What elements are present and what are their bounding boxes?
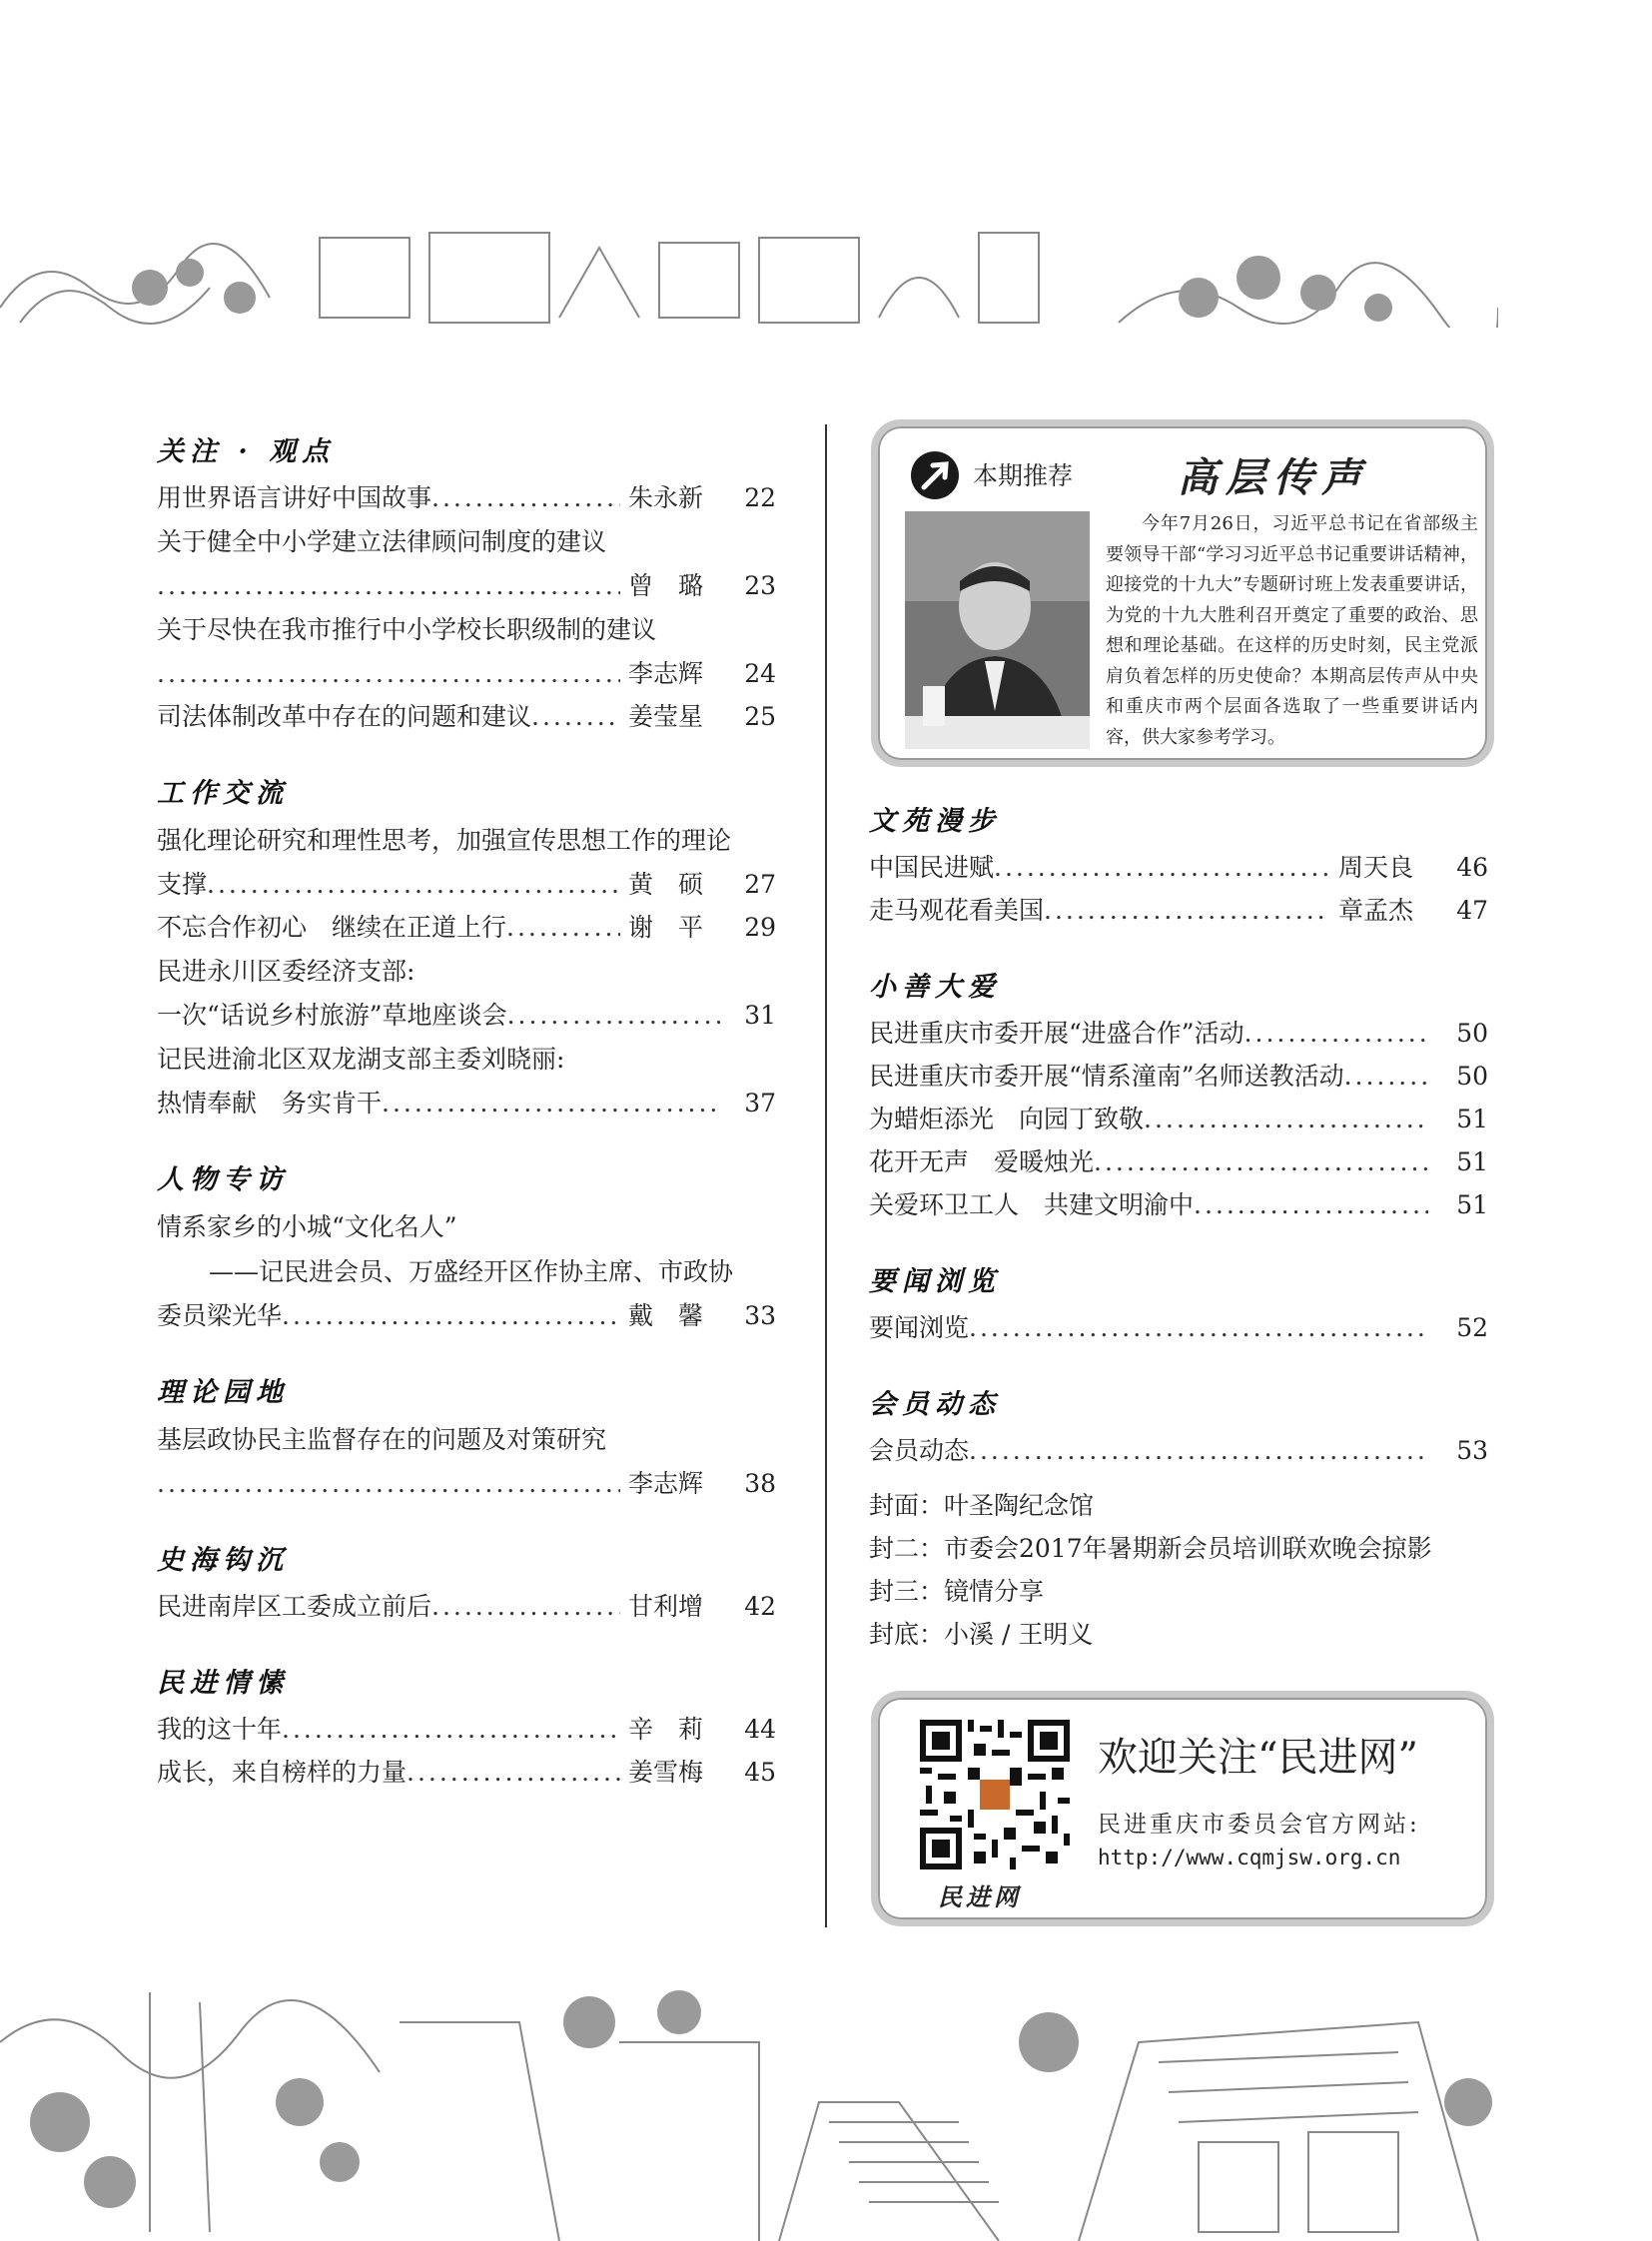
section-title: 工作交流 bbox=[157, 778, 289, 809]
cover-credit: 封三：镜情分享 bbox=[869, 1577, 1045, 1606]
site-label: 民进重庆市委员会官方网站: bbox=[1098, 1812, 1420, 1838]
featured-title: 高层传声 bbox=[1178, 454, 1369, 501]
dot-leader bbox=[969, 1306, 1428, 1349]
toc-title-line[interactable]: 民进永川区委经济支部: bbox=[157, 957, 415, 986]
toc-entry-title: 委员梁光华 bbox=[157, 1301, 283, 1330]
toc-entry[interactable] bbox=[869, 1306, 1488, 1349]
toc-entry-author: 周天良 bbox=[1338, 853, 1414, 882]
dot-leader bbox=[1244, 1012, 1428, 1055]
cover-credit: 封二：市委会2017年暑期新会员培训联欢晚会掠影 bbox=[869, 1534, 1432, 1563]
toc-entry-title: 用世界语言讲好中国故事 bbox=[157, 483, 432, 512]
toc-entry[interactable] bbox=[869, 1012, 1488, 1055]
toc-entry[interactable] bbox=[157, 564, 776, 607]
toc-entry[interactable] bbox=[157, 1708, 776, 1751]
toc-title-line[interactable]: 基层政协民主监督存在的问题及对策研究 bbox=[157, 1425, 607, 1454]
toc-section bbox=[157, 1162, 776, 1337]
dot-leader bbox=[1194, 1183, 1428, 1226]
toc-entry-page: 51 bbox=[1456, 1105, 1488, 1133]
toc-entry-page: 50 bbox=[1456, 1062, 1488, 1091]
arrow-icon bbox=[911, 451, 959, 499]
toc-entry-page: 44 bbox=[744, 1715, 776, 1744]
toc-entry-author: 姜雪梅 bbox=[628, 1758, 704, 1787]
toc-section bbox=[869, 1387, 1488, 1472]
section-title: 史海钩沉 bbox=[157, 1545, 289, 1576]
toc-entry-author: 甘利增 bbox=[628, 1592, 704, 1621]
dot-leader bbox=[431, 1585, 620, 1628]
toc-entry-title: 民进重庆市委开展“进盛合作”活动 bbox=[869, 1019, 1244, 1048]
toc-entry-page: 51 bbox=[1456, 1190, 1488, 1219]
section-title: 文苑漫步 bbox=[869, 806, 1001, 837]
section-title: 要闻浏览 bbox=[869, 1266, 1001, 1297]
toc-entry-page: 27 bbox=[744, 870, 776, 899]
toc-entry-author: 辛 莉 bbox=[628, 1715, 704, 1744]
dot-leader bbox=[1044, 889, 1330, 932]
toc-entry-page: 37 bbox=[744, 1089, 776, 1118]
toc-section bbox=[157, 1543, 776, 1628]
section-title: 人物专访 bbox=[157, 1164, 289, 1195]
toc-section bbox=[157, 1375, 776, 1505]
dot-leader bbox=[157, 1462, 620, 1505]
dot-leader bbox=[157, 564, 620, 607]
dot-leader bbox=[282, 1294, 620, 1337]
toc-title-line[interactable]: 记民进渝北区双龙湖支部主委刘晓丽: bbox=[157, 1045, 565, 1074]
toc-entry-title: 民进南岸区工委成立前后 bbox=[157, 1592, 432, 1621]
dot-leader bbox=[431, 476, 620, 519]
toc-entry-author: 黄 硕 bbox=[628, 870, 704, 899]
toc-entry-page: 29 bbox=[744, 913, 776, 942]
dot-leader bbox=[407, 1751, 620, 1794]
dot-leader bbox=[1344, 1055, 1428, 1098]
dot-leader bbox=[994, 846, 1330, 889]
dot-leader bbox=[1094, 1140, 1428, 1183]
toc-section bbox=[157, 434, 776, 738]
toc-entry-author: 李志辉 bbox=[628, 1469, 704, 1498]
dot-leader bbox=[282, 1708, 620, 1751]
welcome-heading: 欢迎关注“民进网” bbox=[1098, 1735, 1418, 1781]
section-title: 理论园地 bbox=[157, 1377, 289, 1408]
dot-leader bbox=[1144, 1098, 1428, 1140]
dot-leader bbox=[157, 652, 620, 695]
featured-box bbox=[871, 419, 1494, 767]
cover-credit: 封底：小溪 / 王明义 bbox=[869, 1620, 1094, 1649]
toc-entry-page: 50 bbox=[1456, 1019, 1488, 1048]
toc-entry-author: 谢 平 bbox=[628, 913, 704, 942]
toc-title-line[interactable]: 强化理论研究和理性思考，加强宣传思想工作的理论 bbox=[157, 826, 732, 855]
toc-section bbox=[869, 970, 1488, 1226]
toc-entry-page: 53 bbox=[1456, 1436, 1488, 1465]
toc-entry-title: 成长，来自榜样的力量 bbox=[157, 1758, 408, 1787]
toc-entry[interactable] bbox=[157, 1462, 776, 1505]
toc-entry[interactable] bbox=[157, 1751, 776, 1794]
toc-entry[interactable] bbox=[157, 906, 776, 949]
toc-entry-title: 不忘合作初心 继续在正道上行 bbox=[157, 913, 507, 942]
toc-entry-title: 热情奉献 务实肯干 bbox=[157, 1089, 383, 1118]
toc-entry[interactable] bbox=[869, 1429, 1488, 1472]
qr-code-icon bbox=[920, 1720, 1070, 1869]
toc-entry-author: 章孟杰 bbox=[1338, 896, 1414, 925]
toc-section bbox=[869, 804, 1488, 932]
cover-credits bbox=[869, 1484, 1432, 1656]
featured-description: 今年7月26日，习近平总书记在省部级主要领导干部“学习习近平总书记重要讲话精神，迎接党的十九大”专题研讨班上发表重要讲话，为党的十九大胜利召开奠定了重要的政治、思想和理论基础。在这样的历史时刻，民主党派肩负着怎样的历史使命？本期高层传声从中央和重庆市两个层面各选取了一些重要讲话内容，供大家参考学习。 bbox=[1106, 513, 1478, 748]
toc-entry-title: 花开无声 爱暖烛光 bbox=[869, 1147, 1095, 1176]
toc-entry[interactable] bbox=[157, 1585, 776, 1628]
toc-section bbox=[869, 1264, 1488, 1349]
toc-entry-page: 47 bbox=[1456, 896, 1488, 925]
dot-leader bbox=[382, 1082, 720, 1124]
toc-entry-title: 关爱环卫工人 共建文明渝中 bbox=[869, 1190, 1195, 1219]
section-title: 会员动态 bbox=[869, 1389, 1001, 1420]
dot-leader bbox=[531, 695, 620, 738]
toc-entry-page: 23 bbox=[744, 571, 776, 600]
toc-entry[interactable] bbox=[157, 1294, 776, 1337]
toc-entry-title: 会员动态 bbox=[869, 1436, 970, 1465]
toc-entry-page: 25 bbox=[744, 702, 776, 731]
toc-entry[interactable] bbox=[869, 1183, 1488, 1226]
toc-entry-page: 51 bbox=[1456, 1147, 1488, 1176]
top-decorative-band bbox=[0, 228, 1498, 328]
toc-entry-author: 曾 璐 bbox=[628, 571, 704, 600]
toc-entry[interactable] bbox=[869, 1140, 1488, 1183]
toc-entry-page: 24 bbox=[744, 659, 776, 688]
toc-entry-title: 为蜡炬添光 向园丁致敬 bbox=[869, 1105, 1145, 1133]
toc-entry-page: 45 bbox=[744, 1758, 776, 1787]
toc-entry-page: 52 bbox=[1456, 1313, 1488, 1342]
cover-credit: 封面：叶圣陶纪念馆 bbox=[869, 1491, 1095, 1520]
toc-entry-author: 戴 馨 bbox=[628, 1301, 704, 1330]
site-url-link[interactable]: http://www.cqmjsw.org.cn bbox=[1098, 1846, 1401, 1869]
toc-entry-page: 22 bbox=[744, 483, 776, 512]
dot-leader bbox=[207, 863, 620, 906]
toc-entry-title: 司法体制改革中存在的问题和建议 bbox=[157, 702, 532, 731]
qr-box bbox=[871, 1691, 1494, 1926]
toc-title-line[interactable]: 关于健全中小学建立法律顾问制度的建议 bbox=[157, 527, 607, 556]
bottom-decorative-band bbox=[0, 1982, 1498, 2241]
toc-entry[interactable] bbox=[869, 1098, 1488, 1140]
toc-entry-page: 46 bbox=[1456, 853, 1488, 882]
featured-badge-label: 本期推荐 bbox=[973, 462, 1074, 490]
toc-entry-title: 走马观花看美国 bbox=[869, 896, 1045, 925]
toc-entry-page: 38 bbox=[744, 1469, 776, 1498]
qr-caption: 民进网 bbox=[938, 1882, 1022, 1911]
column-divider bbox=[825, 424, 827, 1927]
dot-leader bbox=[507, 994, 720, 1037]
toc-entry[interactable] bbox=[157, 1082, 776, 1124]
toc-section bbox=[157, 776, 776, 1124]
toc-entry-page: 33 bbox=[744, 1301, 776, 1330]
toc-entry[interactable] bbox=[157, 695, 776, 738]
toc-entry-page: 42 bbox=[744, 1592, 776, 1621]
toc-entry-title: 支撑 bbox=[157, 870, 208, 899]
toc-title-line[interactable]: 情系家乡的小城“文化名人” bbox=[157, 1212, 457, 1241]
toc-entry-author: 姜莹星 bbox=[628, 702, 704, 731]
toc-entry-author: 朱永新 bbox=[628, 483, 704, 512]
toc-section bbox=[157, 1666, 776, 1794]
toc-entry[interactable] bbox=[869, 846, 1488, 889]
toc-entry-title: 我的这十年 bbox=[157, 1715, 283, 1744]
toc-entry-title: 要闻浏览 bbox=[869, 1313, 970, 1342]
toc-entry[interactable] bbox=[157, 476, 776, 519]
toc-entry-title: 民进重庆市委开展“情系潼南”名师送教活动 bbox=[869, 1062, 1344, 1091]
toc-entry-title: 一次“话说乡村旅游”草地座谈会 bbox=[157, 1001, 507, 1030]
toc-entry[interactable] bbox=[157, 994, 776, 1037]
featured-photo bbox=[905, 511, 1090, 749]
section-title: 民进情愫 bbox=[157, 1668, 289, 1699]
toc-right-column bbox=[869, 804, 1488, 1510]
dot-leader bbox=[969, 1429, 1428, 1472]
toc-title-line[interactable]: 关于尽快在我市推行中小学校长职级制的建议 bbox=[157, 615, 657, 644]
section-title: 关注 · 观点 bbox=[157, 436, 336, 467]
toc-entry-page: 31 bbox=[744, 1001, 776, 1030]
toc-entry[interactable] bbox=[157, 863, 776, 906]
toc-title-line[interactable]: ——记民进会员、万盛经开区作协主席、市政协 bbox=[209, 1257, 734, 1286]
toc-left-column bbox=[157, 434, 776, 1832]
toc-entry[interactable] bbox=[157, 652, 776, 695]
toc-entry-author: 李志辉 bbox=[628, 659, 704, 688]
section-title: 小善大爱 bbox=[869, 972, 1001, 1003]
toc-entry-title: 中国民进赋 bbox=[869, 853, 995, 882]
toc-entry[interactable] bbox=[869, 1055, 1488, 1098]
dot-leader bbox=[506, 906, 620, 949]
toc-entry[interactable] bbox=[869, 889, 1488, 932]
